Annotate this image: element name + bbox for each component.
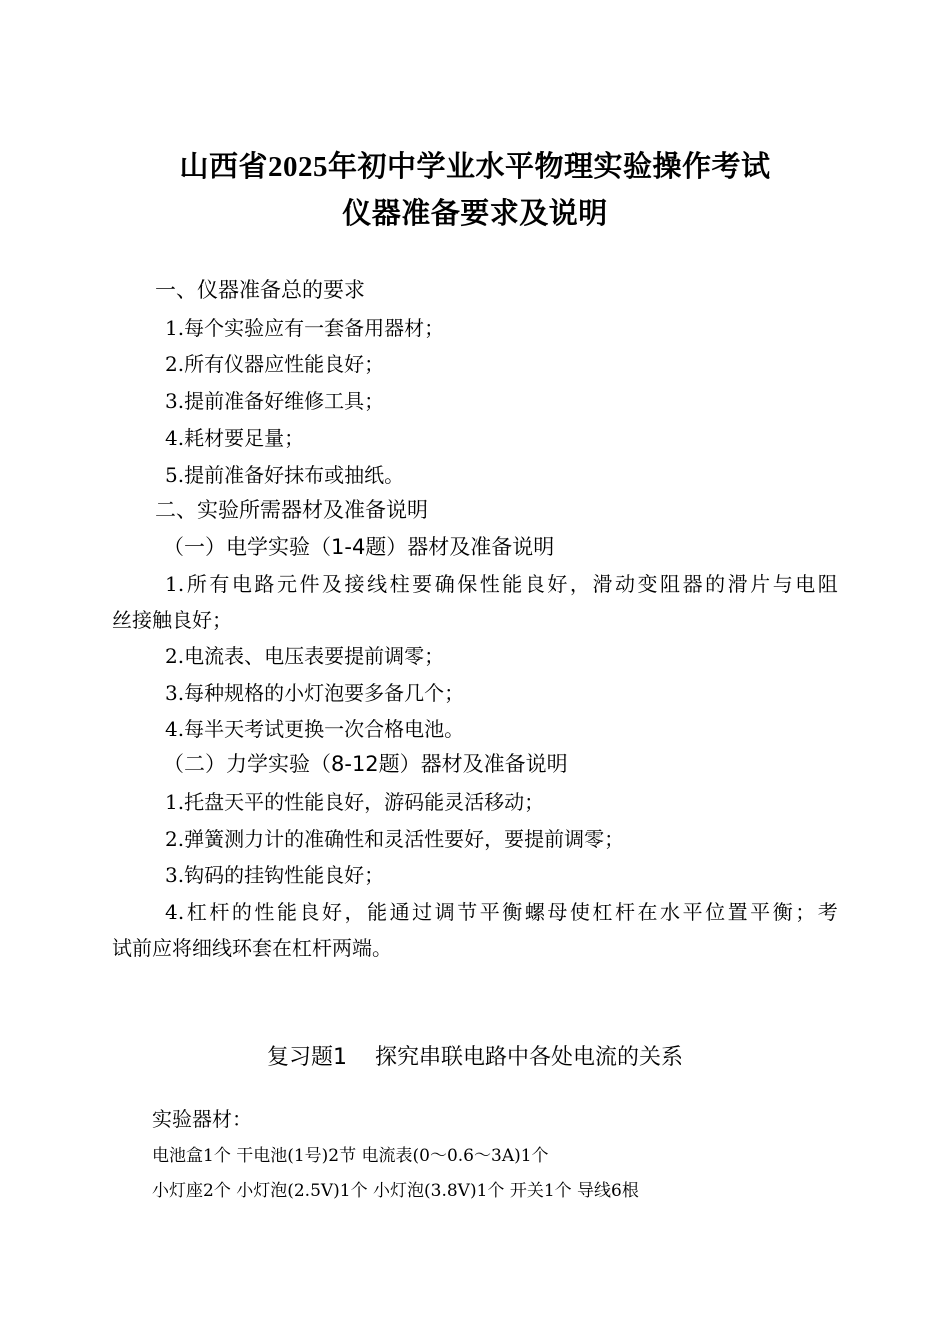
equipment-list-line-2: 小灯座2个 小灯泡(2.5V)1个 小灯泡(3.8V)1个 开关1个 导线6根 <box>152 1181 639 1201</box>
section-2-heading: 二、实验所需器材及准备说明 <box>155 498 428 522</box>
document-title-line-1: 山西省2025年初中学业水平物理实验操作考试 <box>179 151 771 183</box>
document-title-line-2: 仪器准备要求及说明 <box>342 198 608 230</box>
review-question-number: 复习题1 <box>267 1045 347 1070</box>
section-1-item-2: 2.所有仪器应性能良好； <box>165 352 385 376</box>
mechanics-item-4-line-1: 4.杠杆的性能良好，能通过调节平衡螺母使杠杆在水平位置平衡；考 <box>165 900 838 924</box>
mechanics-item-3: 3.钩码的挂钩性能良好； <box>165 863 385 887</box>
section-1-heading: 一、仪器准备总的要求 <box>155 278 365 302</box>
review-question-title <box>0 1040 950 1071</box>
electrical-item-1-line-2: 丝接触良好； <box>112 608 232 632</box>
mechanics-item-4-line-2: 试前应将细线环套在杠杆两端。 <box>112 936 392 960</box>
equipment-list-line-1: 电池盒1个 干电池(1号)2节 电流表(0～0.6～3A)1个 <box>152 1146 549 1166</box>
section-1-item-1: 1.每个实验应有一套备用器材； <box>165 316 445 340</box>
electrical-item-2: 2.电流表、电压表要提前调零； <box>165 644 445 668</box>
mechanics-item-2: 2.弹簧测力计的准确性和灵活性要好，要提前调零； <box>165 827 625 851</box>
section-1-item-4: 4.耗材要足量； <box>165 426 305 450</box>
electrical-item-4: 4.每半天考试更换一次合格电池。 <box>165 717 465 741</box>
equipment-label: 实验器材： <box>152 1107 252 1131</box>
electrical-item-3: 3.每种规格的小灯泡要多备几个； <box>165 681 465 705</box>
section-1-item-3: 3.提前准备好维修工具； <box>165 389 385 413</box>
subsection-electrical-heading: （一）电学实验（1-4题）器材及准备说明 <box>163 535 555 559</box>
review-question-text: 探究串联电路中各处电流的关系 <box>374 1045 683 1070</box>
subsection-mechanics-heading: （二）力学实验（8-12题）器材及准备说明 <box>163 752 568 776</box>
electrical-item-1-line-1: 1.所有电路元件及接线柱要确保性能良好，滑动变阻器的滑片与电阻 <box>165 572 838 596</box>
section-1-item-5: 5.提前准备好抹布或抽纸。 <box>165 463 405 487</box>
mechanics-item-1: 1.托盘天平的性能良好，游码能灵活移动； <box>165 790 545 814</box>
